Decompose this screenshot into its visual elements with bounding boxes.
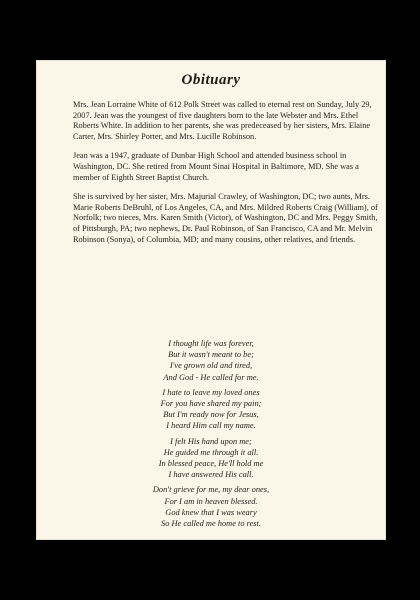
poem-line: But I'm ready now for Jesus, (163, 410, 259, 420)
poem-line: And God - He called for me. (163, 372, 259, 382)
poem-line: So He called me home to rest. (161, 519, 261, 529)
poem (36, 338, 386, 533)
obituary-title: Obituary (181, 72, 241, 88)
poem-line: For you have shared my pain; (160, 399, 262, 409)
obituary-body (73, 100, 385, 254)
program-page (36, 60, 386, 540)
paragraph-2: Jean was a 1947, graduate of Dunbar High School and attended business school in Washington, DC. She retired from Mount Sinai Hospital in Baltimore, MD. She was a member of Eighth Street Baptist Church. (73, 151, 359, 182)
poem-line: God knew that I was weary (165, 507, 257, 517)
poem-stanza-3 (36, 436, 386, 481)
poem-line: He guided me through it all. (163, 447, 259, 457)
poem-line: I thought life was forever, (168, 339, 254, 348)
poem-line: Don't grieve for me, my dear ones, (152, 485, 270, 495)
poem-line: In blessed peace, He'll hold me (158, 459, 264, 469)
poem-line: I've grown old and tired, (169, 361, 253, 371)
poem-stanza-2 (36, 387, 386, 432)
poem-line: I felt His hand upon me; (170, 436, 252, 446)
poem-line: I hate to leave my loved ones (162, 387, 260, 397)
poem-line: But it wasn't meant to be; (168, 350, 254, 360)
poem-line: For I am in heaven blessed. (164, 496, 258, 506)
paragraph-1: Mrs. Jean Lorraine White of 612 Polk Street was called to eternal rest on Sunday, July 29, 2007. Jean was the youngest of five daughters born to the late Webster and Mrs. Ethel Roberts White. In addition to her parents, she was predeceased by her sisters, Mrs. Elaine Carter, Mrs. Shirley Porter, and Mrs. Lucille Robinson. (73, 100, 372, 141)
poem-line: I have answered His call. (168, 470, 254, 480)
poem-stanza-1 (36, 338, 386, 383)
poem-line: I heard Him call my name. (166, 421, 256, 431)
paragraph-3: She is survived by her sister, Mrs. Majurial Crawley, of Washington, DC; two aunts, Mrs. Marie Roberts DeBruhl, of Los Angeles, CA, and Mrs. Mildred Roberts Craig (William), of Norfolk; two nieces, Mrs. Karen Smith (Victor), of Washington, DC and Mrs. Peggy Smith, of Pittsburgh, PA; two nephews, Dr. Paul Robinson, of San Francisco, CA and Mr. Melvin Robinson (Sonya), of Columbia, MD; and many cousins, other relatives, and friends. (73, 192, 378, 244)
poem-stanza-4 (36, 484, 386, 529)
